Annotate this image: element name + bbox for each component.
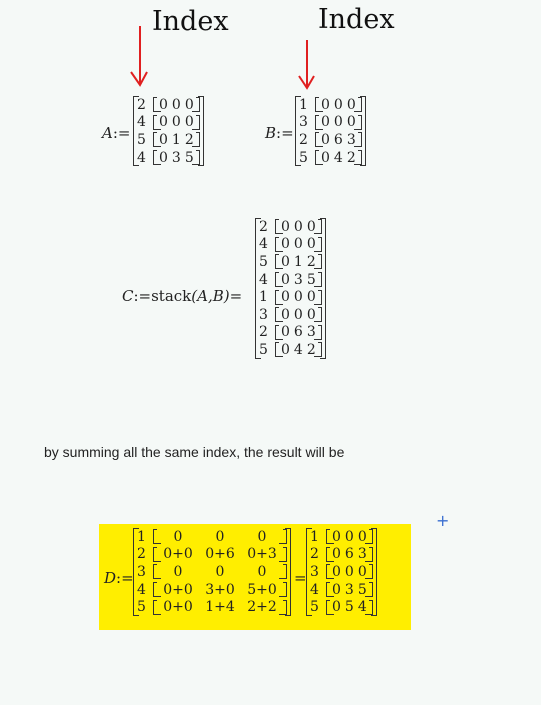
inner-vector [275,290,322,305]
vector-element: 0+0 [163,581,193,598]
matrix-row [259,218,322,236]
vector-element: 1 [293,253,303,270]
inner-vector [326,547,373,562]
matrix-row [310,546,373,564]
vector-element: 5 [184,149,194,166]
row-index: 4 [259,236,268,253]
row-index: 5 [137,599,146,616]
vector-element: 0 [321,149,330,166]
matrix-row [259,324,322,342]
vector-element: 0 [184,96,194,113]
vector-element: 4 [293,341,303,358]
vector-element: 0 [184,114,194,131]
inner-vector [315,132,362,147]
row-index: 2 [259,324,268,341]
row-index: 1 [310,528,319,545]
vector-element: 0 [257,563,267,580]
row-index: 2 [299,131,308,148]
row-index: 2 [137,546,146,563]
inner-vector [275,307,322,322]
inner-vector [153,529,287,544]
row-index: 2 [310,546,319,563]
matrix-row [310,528,373,546]
inner-vector [153,564,287,579]
vector-element: 0 [293,289,303,306]
matrix-row [137,114,200,132]
matrix-row [259,253,322,271]
matrix-row [310,563,373,581]
vector-element: 0+3 [247,546,277,563]
row-index: 1 [299,96,308,113]
matrix-c-expression: C:=stack(A,B)= [122,287,243,305]
matrix-row [137,96,200,114]
vector-element: 0 [332,599,341,616]
matrix-d-result [306,528,377,616]
inner-vector [153,115,200,130]
matrix-row [137,546,287,564]
vector-element: 0 [332,546,341,563]
matrix-row [137,581,287,599]
inner-vector [326,582,373,597]
vector-element: 0 [173,528,183,545]
matrix-d-equals: = [294,569,307,587]
vector-element: 0 [293,218,303,235]
matrix-row [137,563,287,581]
row-index: 5 [259,253,268,270]
matrix-d-label: D:= [104,569,134,587]
vector-element: 0 [171,96,181,113]
vector-element: 0 [281,324,290,341]
inner-vector [275,325,322,340]
inner-vector [153,97,200,112]
arrow-down-icon-right [296,38,318,92]
vector-element: 3 [171,149,181,166]
vector-element: 0 [159,131,168,148]
vector-element: 0 [173,563,183,580]
vector-element: 6 [333,131,343,148]
matrix-a [133,96,204,166]
vector-element: 0 [293,236,303,253]
inner-vector [153,132,200,147]
vector-element: 0 [344,563,354,580]
vector-element: 0 [333,96,343,113]
row-index: 1 [137,528,146,545]
crosshair-cursor-icon: + [436,511,450,530]
matrix-row [137,598,287,616]
vector-element: 2 [346,149,356,166]
matrix-row [259,341,322,359]
matrix-row [259,288,322,306]
vector-element: 0 [159,96,168,113]
vector-element: 0 [306,236,316,253]
matrix-row [299,149,362,167]
vector-element: 0 [215,528,225,545]
matrix-row [137,131,200,149]
matrix-c [255,218,326,359]
matrix-row [310,598,373,616]
matrix-row [299,131,362,149]
vector-element: 0 [281,289,290,306]
row-index: 5 [310,599,319,616]
vector-element: 0 [293,306,303,323]
row-index: 5 [299,149,308,166]
row-index: 3 [310,563,319,580]
vector-element: 3+0 [205,581,235,598]
matrix-row [310,581,373,599]
vector-element: 3 [293,271,303,288]
row-index: 4 [259,271,268,288]
vector-element: 0 [321,131,330,148]
vector-element: 0 [159,114,168,131]
index-label-right: Index [318,4,395,35]
vector-element: 0 [332,581,341,598]
inner-vector [326,529,373,544]
vector-element: 3 [306,324,316,341]
vector-element: 0 [332,528,341,545]
vector-element: 0 [171,114,181,131]
inner-vector [315,115,362,130]
vector-element: 0 [281,236,290,253]
vector-element: 0 [346,96,356,113]
matrix-row [137,528,287,546]
matrix-bracket [255,218,326,359]
vector-element: 0 [159,149,168,166]
matrix-bracket [133,96,204,166]
matrix-bracket [295,96,366,166]
arrow-down-icon [128,24,150,88]
vector-element: 0 [281,271,290,288]
vector-element: 0+0 [163,599,193,616]
inner-vector [275,237,322,252]
inner-vector [153,600,287,615]
vector-element: 0 [306,306,316,323]
vector-element: 1+4 [205,599,235,616]
vector-element: 5+0 [247,581,277,598]
vector-element: 0 [357,563,367,580]
row-index: 4 [137,114,146,131]
matrix-bracket [306,528,377,616]
inner-vector [315,150,362,165]
matrix-row [259,306,322,324]
vector-element: 6 [293,324,303,341]
row-index: 2 [137,96,146,113]
vector-element: 0 [257,528,267,545]
vector-element: 0 [344,528,354,545]
vector-element: 0 [281,341,290,358]
vector-element: 0 [306,289,316,306]
inner-vector [315,97,362,112]
vector-element: 3 [357,546,367,563]
vector-element: 5 [357,581,367,598]
vector-element: 0 [321,96,330,113]
vector-element: 0 [357,528,367,545]
matrix-row [137,149,200,167]
vector-element: 0 [332,563,341,580]
row-index: 4 [137,581,146,598]
inner-vector [275,219,322,234]
inner-vector [275,342,322,357]
row-index: 4 [137,149,146,166]
matrix-a-label: A:= [102,124,131,142]
vector-element: 0 [346,114,356,131]
matrix-bracket [133,528,291,616]
vector-element: 0 [281,218,290,235]
matrix-row [299,114,362,132]
vector-element: 2 [306,341,316,358]
vector-element: 0+6 [205,546,235,563]
vector-element: 3 [346,131,356,148]
inner-vector [275,272,322,287]
vector-element: 0 [321,114,330,131]
inner-vector [326,600,373,615]
matrix-row [259,236,322,254]
matrix-row [299,96,362,114]
row-index: 3 [259,306,268,323]
vector-element: 4 [357,599,367,616]
vector-element: 0 [333,114,343,131]
inner-vector [153,547,287,562]
index-label-left: Index [152,6,229,37]
inner-vector [153,150,200,165]
vector-element: 0 [215,563,225,580]
vector-element: 5 [344,599,354,616]
matrix-b [295,96,366,166]
row-index: 1 [259,289,268,306]
matrix-d-sum [133,528,291,616]
vector-element: 2+2 [247,599,277,616]
vector-element: 5 [306,271,316,288]
vector-element: 0 [306,218,316,235]
inner-vector [153,582,287,597]
row-index: 2 [259,218,268,235]
vector-element: 6 [344,546,354,563]
vector-element: 4 [333,149,343,166]
vector-element: 2 [306,253,316,270]
vector-element: 2 [184,131,194,148]
matrix-b-label: B:= [265,124,294,142]
row-index: 3 [137,563,146,580]
vector-element: 0 [281,253,290,270]
inner-vector [326,564,373,579]
row-index: 4 [310,581,319,598]
vector-element: 1 [171,131,181,148]
row-index: 5 [259,341,268,358]
inner-vector [275,254,322,269]
vector-element: 0 [281,306,290,323]
result-sentence: by summing all the same index, the result will be [44,444,345,460]
row-index: 5 [137,131,146,148]
vector-element: 3 [344,581,354,598]
matrix-row [259,271,322,289]
row-index: 3 [299,114,308,131]
vector-element: 0+0 [163,546,193,563]
